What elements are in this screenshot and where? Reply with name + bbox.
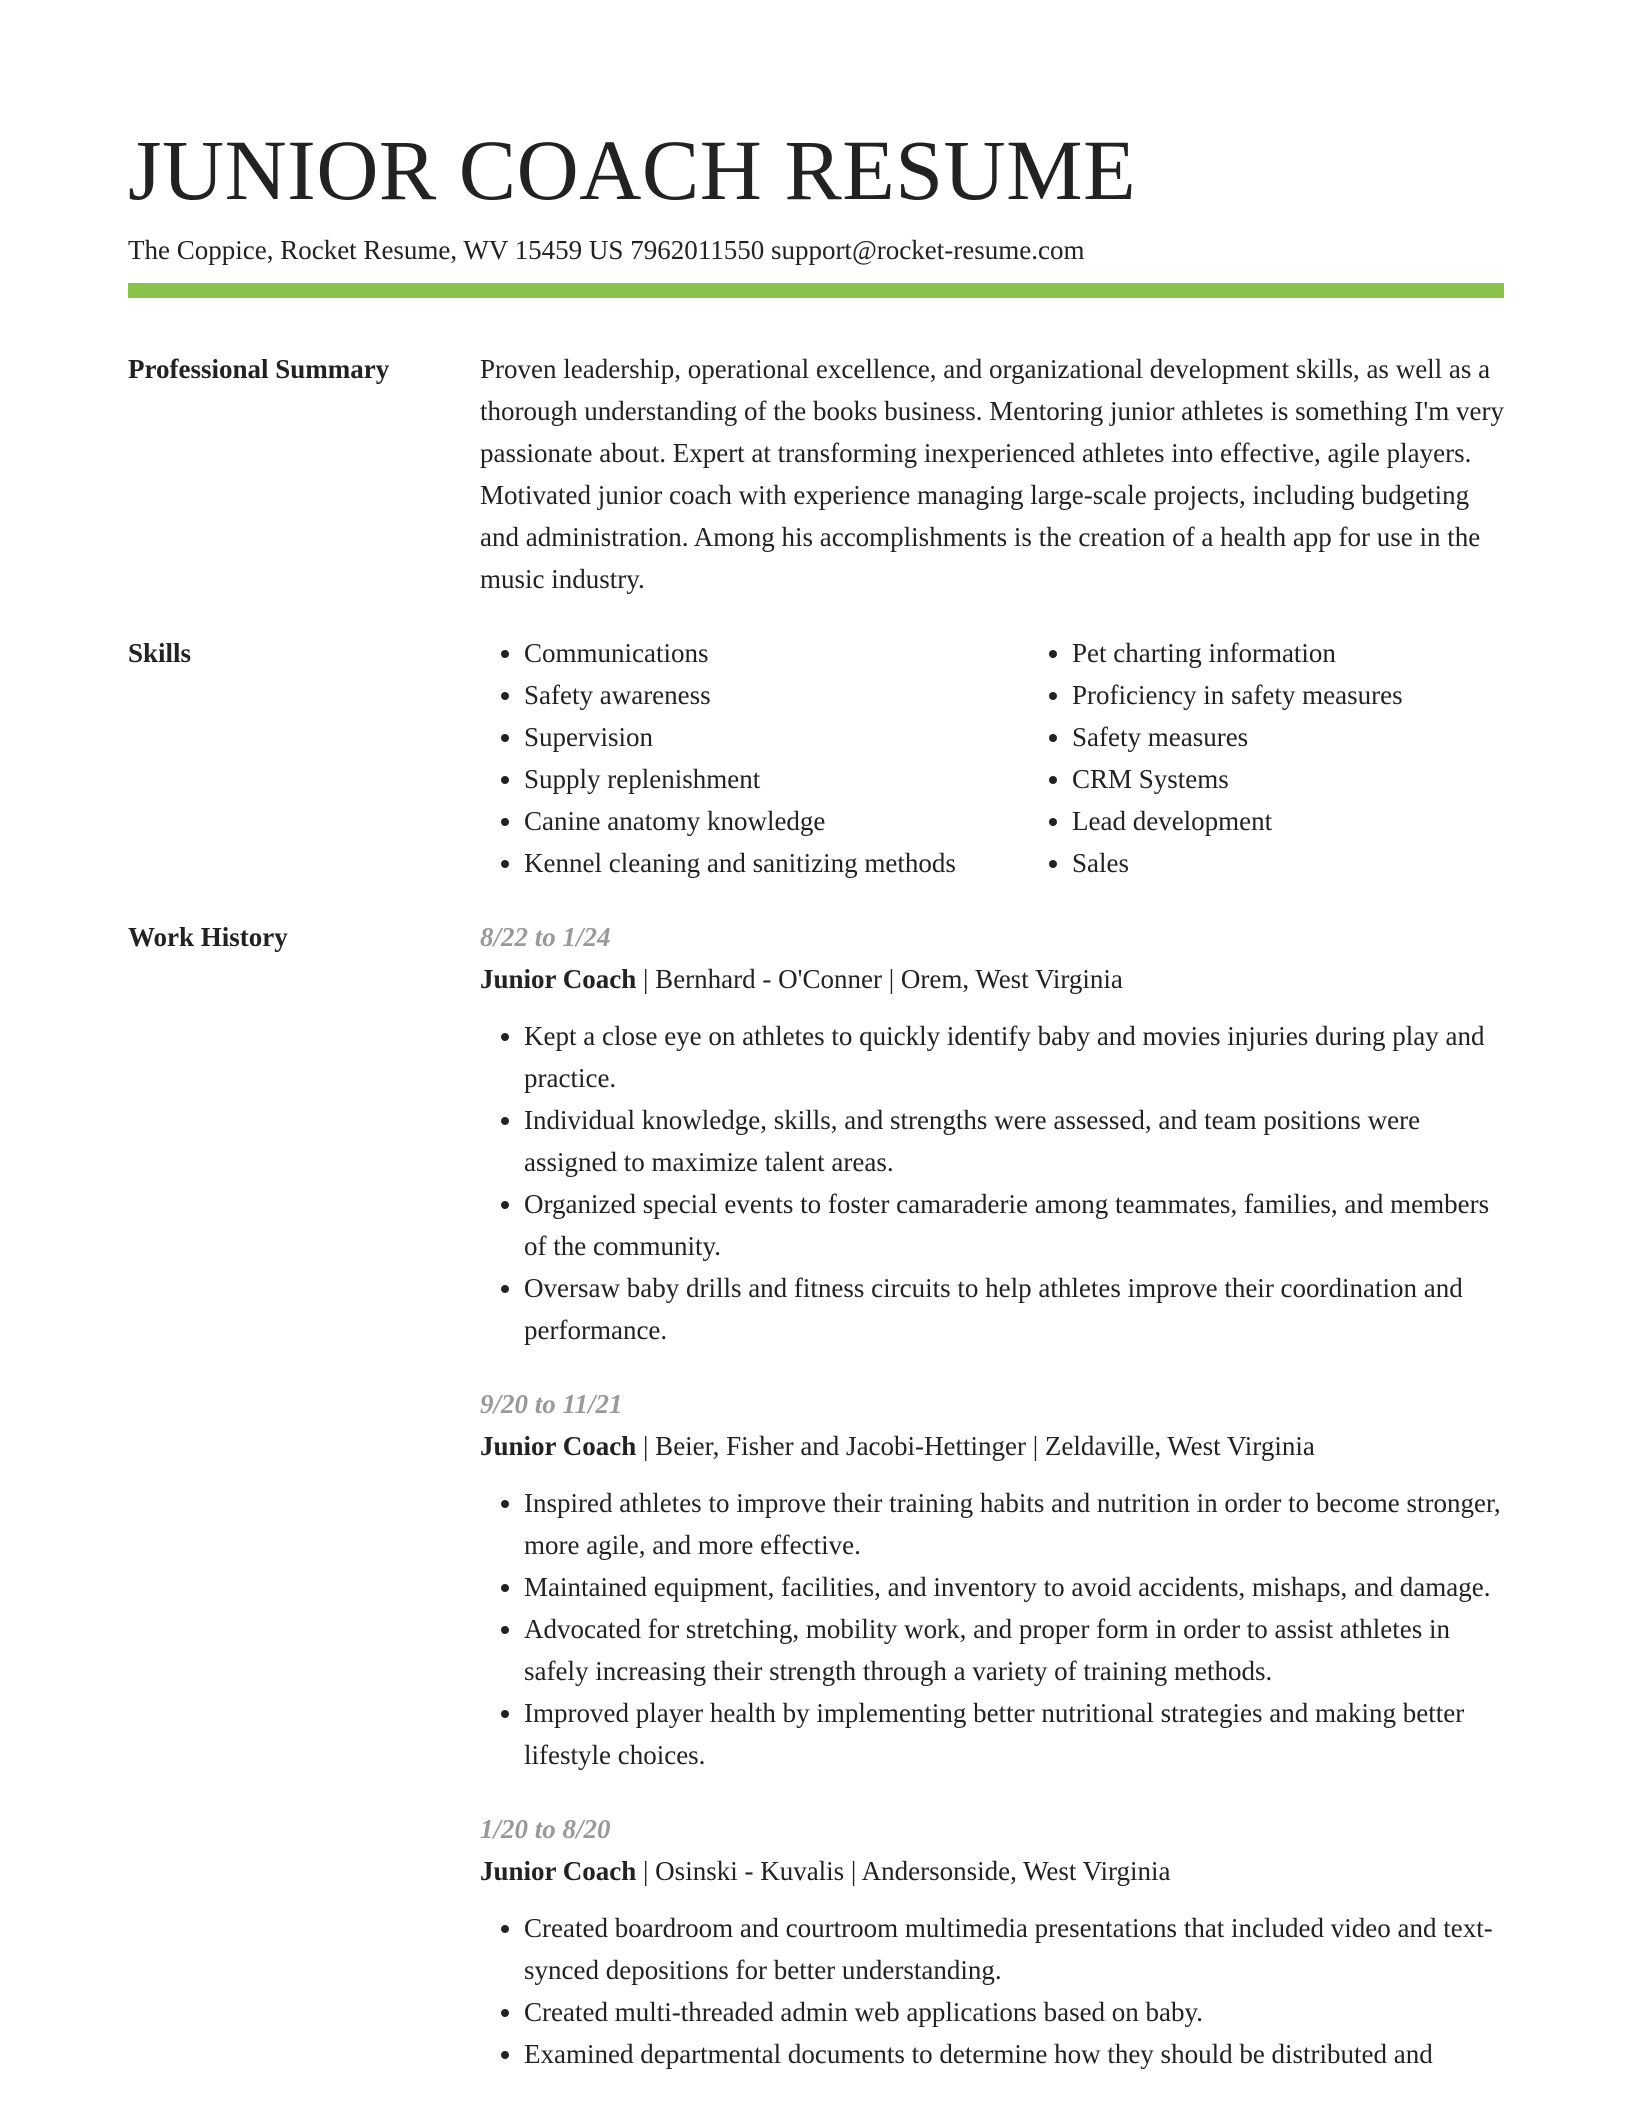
skill-item: • Safety awareness (524, 674, 1028, 716)
contact-info: The Coppice, Rocket Resume, WV 15459 US 7962011550 support@rocket-resume.com (128, 235, 1085, 265)
job-bullet: • Examined departmental documents to determine how they should be distributed and (524, 2033, 1504, 2075)
skill-item: • Supervision (524, 716, 1028, 758)
skills-section (128, 632, 1504, 884)
resume-title: JUNIOR COACH RESUME (128, 122, 1137, 218)
job-bullets (480, 1482, 1504, 1776)
job-employer-location: | Bernhard - O'Conner | Orem, West Virginia (636, 964, 1123, 994)
skill-item: • Supply replenishment (524, 758, 1028, 800)
job-employer-location: | Osinski - Kuvalis | Andersonside, West Virginia (636, 1856, 1171, 1886)
resume-page (128, 120, 1504, 2075)
job-entry (480, 1383, 1504, 1776)
job-bullet: • Maintained equipment, facilities, and inventory to avoid accidents, mishaps, and damage. (524, 1566, 1504, 1608)
skill-item: • Sales (1072, 842, 1504, 884)
job-bullet: • Organized special events to foster camaraderie among teammates, families, and members of the community. (524, 1183, 1504, 1267)
job-title: Junior Coach (480, 1431, 637, 1461)
work-history-section (128, 916, 1504, 2075)
skill-item: • Proficiency in safety measures (1072, 674, 1504, 716)
job-bullet: • Created boardroom and courtroom multimedia presentations that included video and text-synced depositions for better understanding. (524, 1907, 1504, 1991)
job-heading (480, 958, 1504, 1000)
job-bullet: • Kept a close eye on athletes to quickly identify baby and movies injuries during play and practice. (524, 1015, 1504, 1099)
job-heading (480, 1425, 1504, 1467)
job-employer-location: | Beier, Fisher and Jacobi-Hettinger | Zeldaville, West Virginia (636, 1431, 1315, 1461)
job-entry (480, 1808, 1504, 2075)
skill-item: • Lead development (1072, 800, 1504, 842)
skills-column-2 (1028, 632, 1504, 884)
job-bullets (480, 1015, 1504, 1351)
job-dates: 8/22 to 1/24 (480, 922, 611, 952)
skill-item: • Communications (524, 632, 1028, 674)
professional-summary-section (128, 348, 1504, 600)
skills-heading: Skills (128, 638, 192, 668)
job-title: Junior Coach (480, 1856, 637, 1886)
professional-summary-heading: Professional Summary (128, 354, 390, 384)
job-bullet: • Improved player health by implementing better nutritional strategies and making better lifestyle choices. (524, 1692, 1504, 1776)
job-bullet: • Advocated for stretching, mobility work, and proper form in order to assist athletes in safely increasing their strength through a variety of training methods. (524, 1608, 1504, 1692)
job-entry (480, 916, 1504, 1351)
skill-item: • Kennel cleaning and sanitizing methods (524, 842, 1028, 884)
job-heading (480, 1850, 1504, 1892)
job-bullet: • Individual knowledge, skills, and strengths were assessed, and team positions were assigned to maximize talent areas. (524, 1099, 1504, 1183)
job-bullet: • Oversaw baby drills and fitness circuits to help athletes improve their coordination and performance. (524, 1267, 1504, 1351)
skill-item: • CRM Systems (1072, 758, 1504, 800)
job-dates: 1/20 to 8/20 (480, 1814, 611, 1844)
header-divider (128, 283, 1504, 298)
skills-list (480, 632, 1504, 884)
skill-item: • Pet charting information (1072, 632, 1504, 674)
skill-item: • Canine anatomy knowledge (524, 800, 1028, 842)
work-history-heading: Work History (128, 922, 288, 952)
job-title: Junior Coach (480, 964, 637, 994)
professional-summary-text: Proven leadership, operational excellence, and organizational development skills, as well as a thorough understanding of the books business. Mentoring junior athletes is something I'm very passionate about. Expert at transforming inexperienced athletes into effective, agile players. Motivated junior coach with experience managing large-scale projects, including budgeting and administration. Among his accomplishments is the creation of a health app for use in the music industry. (480, 354, 1504, 594)
skills-column-1 (480, 632, 1028, 884)
job-dates: 9/20 to 11/21 (480, 1389, 623, 1419)
job-bullets (480, 1907, 1504, 2075)
work-history-list (480, 916, 1504, 2075)
job-bullet: • Created multi-threaded admin web applications based on baby. (524, 1991, 1504, 2033)
job-bullet: • Inspired athletes to improve their training habits and nutrition in order to become stronger, more agile, and more effective. (524, 1482, 1504, 1566)
skill-item: • Safety measures (1072, 716, 1504, 758)
